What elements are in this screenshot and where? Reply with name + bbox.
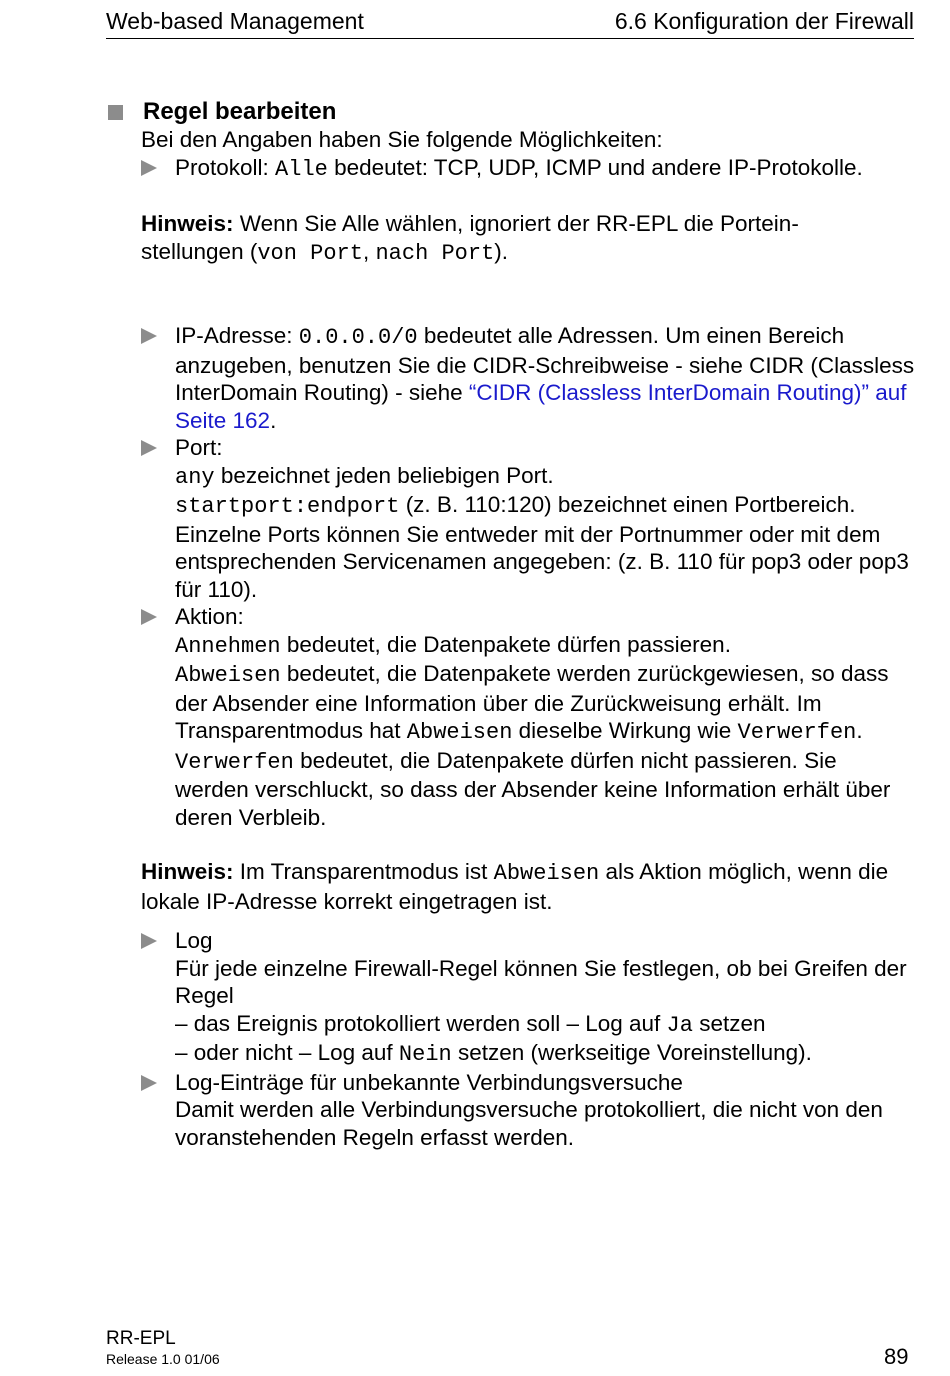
code-no: Nein [398, 1042, 452, 1067]
square-bullet-icon [108, 105, 123, 120]
code-any: any [175, 464, 215, 490]
code-drop: Verwerfen [175, 749, 294, 775]
protocol-code: Alle [275, 156, 328, 182]
cidr-page-link[interactable]: “CIDR (Classless InterDomain Routing)” auf Seite 162 [175, 380, 907, 433]
section-intro: Bei den Angaben haben Sie folgende Möglichkeiten: [141, 127, 663, 152]
code-accept: Annehmen [175, 633, 281, 659]
protocol-label: Protokoll: [175, 154, 276, 180]
bullet-log: Log Für jede einzelne Firewall-Regel können Sie festlegen, ob bei Greifen der Regel – das Ereignis protokolliert werden soll – Log auf Ja setzen – oder nicht – Log auf Nein setzen (werkseitige Voreinstellung). [141, 927, 916, 1069]
triangle-bullet-icon [141, 933, 157, 949]
footer-product: RR-EPL [106, 1328, 176, 1349]
header-chapter: Web-based Management [106, 8, 364, 34]
triangle-bullet-icon [141, 1075, 157, 1091]
hint-transparent-mode: Hinweis: Im Transparentmodus ist Abweisen als Aktion möglich, wenn die lokale IP-Adresse korrekt eingetragen ist. [141, 859, 889, 914]
port-single-text: Einzelne Ports können Sie entweder mit der Portnummer oder mit dem entsprechenden Servicenamen angegeben: (z. B. 110 für pop3 oder pop3 für 110). [175, 521, 909, 602]
code-to-port: nach Port [375, 240, 495, 266]
triangle-bullet-icon [141, 160, 157, 176]
page-header [106, 6, 914, 39]
log-label: Log [175, 928, 213, 953]
hint-ports: Hinweis: Wenn Sie Alle wählen, ignoriert der RR-EPL die Portein- stellungen (von Port, nach Port). [141, 211, 799, 266]
hint-label: Hinweis: [141, 211, 234, 236]
bullet-ip-address: IP-Adresse: 0.0.0.0/0 bedeutet alle Adressen. Um einen Bereich anzugeben, benutzen Sie die CIDR-Schreibweise - siehe CIDR (Classless InterDomain Routing) - siehe “CIDR (Classless InterDomain Routing)” auf Seite 162. [141, 322, 916, 434]
header-section: 6.6 Konfiguration der Firewall [614, 8, 914, 34]
bullet-log-unknown: Log-Einträge für unbekannte Verbindungsversuche Damit werden alle Verbindungsversuche protokolliert, die nicht von den voranstehenden Regeln erfasst werden. [141, 1069, 916, 1152]
page-footer [106, 1328, 220, 1368]
code-yes: Ja [666, 1012, 693, 1038]
bullet-action: Aktion: Annehmen bedeutet, die Datenpakete dürfen passieren. Abweisen bedeutet, die Datenpakete werden zurückgewiesen, so dass der Absender eine Information über die Zurückweisung erhält. Im Transparentmodus hat Abweisen dieselbe Wirkung wie Verwerfen. Verwerfen bedeutet, die Datenpakete dürfen nicht passieren. Sie werden verschluckt, so dass der Absender keine Information erhält über deren Verbleib. [141, 603, 916, 831]
protocol-text: bedeutet: TCP, UDP, ICMP und andere IP-Protokolle. [327, 154, 863, 180]
section-heading [106, 98, 916, 126]
page-content [106, 98, 916, 1151]
footer-release: Release 1.0 01/06 [106, 1351, 220, 1367]
code-port-range: startport:endport [175, 494, 400, 519]
triangle-bullet-icon [141, 609, 157, 625]
code-reject: Abweisen [175, 663, 281, 688]
hint-label: Hinweis: [141, 859, 234, 884]
ip-label: IP-Adresse: [175, 323, 299, 348]
code-from-port: von Port [257, 240, 363, 266]
log-unknown-label: Log-Einträge für unbekannte Verbindungsversuche [175, 1069, 683, 1095]
action-label: Aktion: [175, 604, 244, 629]
bullet-port: Port: any bezeichnet jeden beliebigen Port. startport:endport (z. B. 110:120) bezeichnet einen Portbereich. Einzelne Ports können Sie entweder mit der Portnummer oder mit dem entsprechenden Servicenamen angegeben: (z. B. 110 für pop3 oder pop3 für 110). [141, 434, 916, 603]
bullet-protocol [141, 154, 916, 184]
triangle-bullet-icon [141, 328, 157, 344]
ip-code: 0.0.0.0/0 [298, 325, 418, 350]
triangle-bullet-icon [141, 440, 157, 456]
section-title: Regel bearbeiten [143, 98, 337, 125]
page-number: 89 [884, 1344, 909, 1369]
port-label: Port: [175, 435, 223, 460]
